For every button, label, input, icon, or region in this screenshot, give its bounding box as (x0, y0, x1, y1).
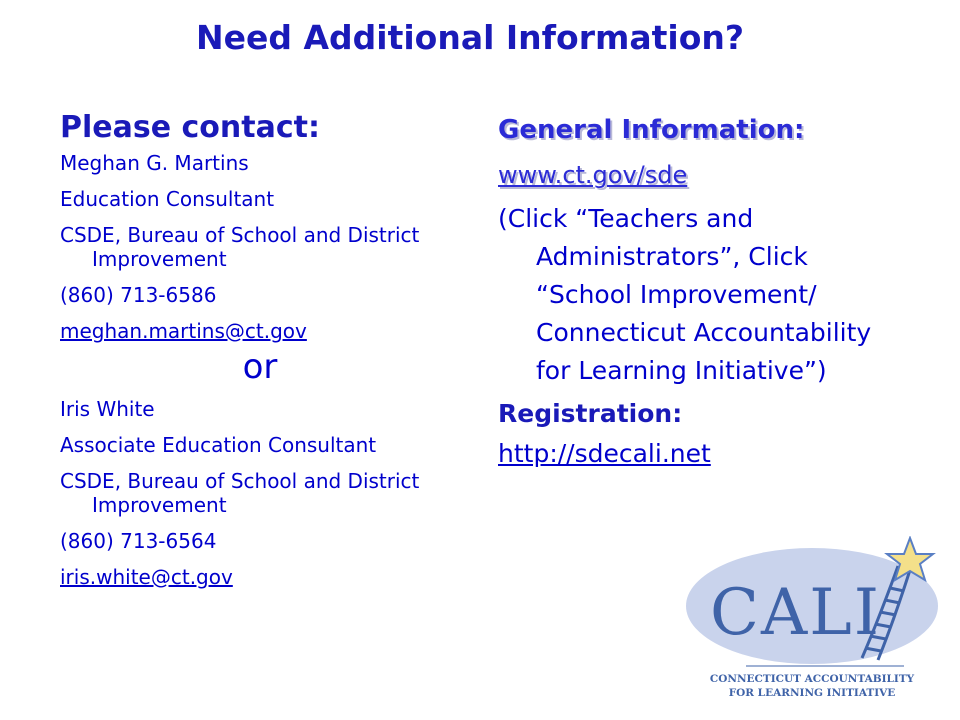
contact-heading: Please contact: (60, 110, 320, 145)
contact2-name: Iris White (60, 397, 155, 421)
contact1-name: Meghan G. Martins (60, 151, 249, 175)
or-separator: or (242, 347, 278, 387)
contact2-email-link[interactable]: iris.white@ct.gov (60, 565, 233, 589)
cali-logo-graphic (684, 536, 940, 706)
cali-logo (684, 536, 940, 706)
contact2-role: Associate Education Consultant (60, 433, 377, 457)
page-title: Need Additional Information? (195, 18, 745, 57)
contact2-org: CSDE, Bureau of School and District Improvement (60, 469, 420, 517)
logo-tagline-1: CONNECTICUT ACCOUNTABILITY (709, 673, 915, 685)
registration-heading: Registration: (498, 399, 683, 428)
logo-wordmark: CALI (710, 576, 881, 650)
instructions-text: (Click “Teachers and Administrators”, Click “School Improvement/ Connecticut Accountability for Learning Initiative”) (498, 204, 872, 385)
registration-link[interactable]: http://sdecali.net (498, 439, 711, 468)
general-info-heading: General Information: (498, 115, 805, 145)
contact2-phone: (860) 713-6564 (60, 529, 217, 553)
contact1-org: CSDE, Bureau of School and District Improvement (60, 223, 420, 271)
contact1-phone: (860) 713-6586 (60, 283, 217, 307)
logo-tagline-2: FOR LEARNING INITIATIVE (728, 687, 896, 699)
contact-column (60, 108, 460, 601)
general-info-link[interactable]: www.ct.gov/sde (498, 161, 688, 189)
info-column (498, 114, 878, 472)
contact1-role: Education Consultant (60, 187, 275, 211)
contact1-email-link[interactable]: meghan.martins@ct.gov (60, 319, 307, 343)
